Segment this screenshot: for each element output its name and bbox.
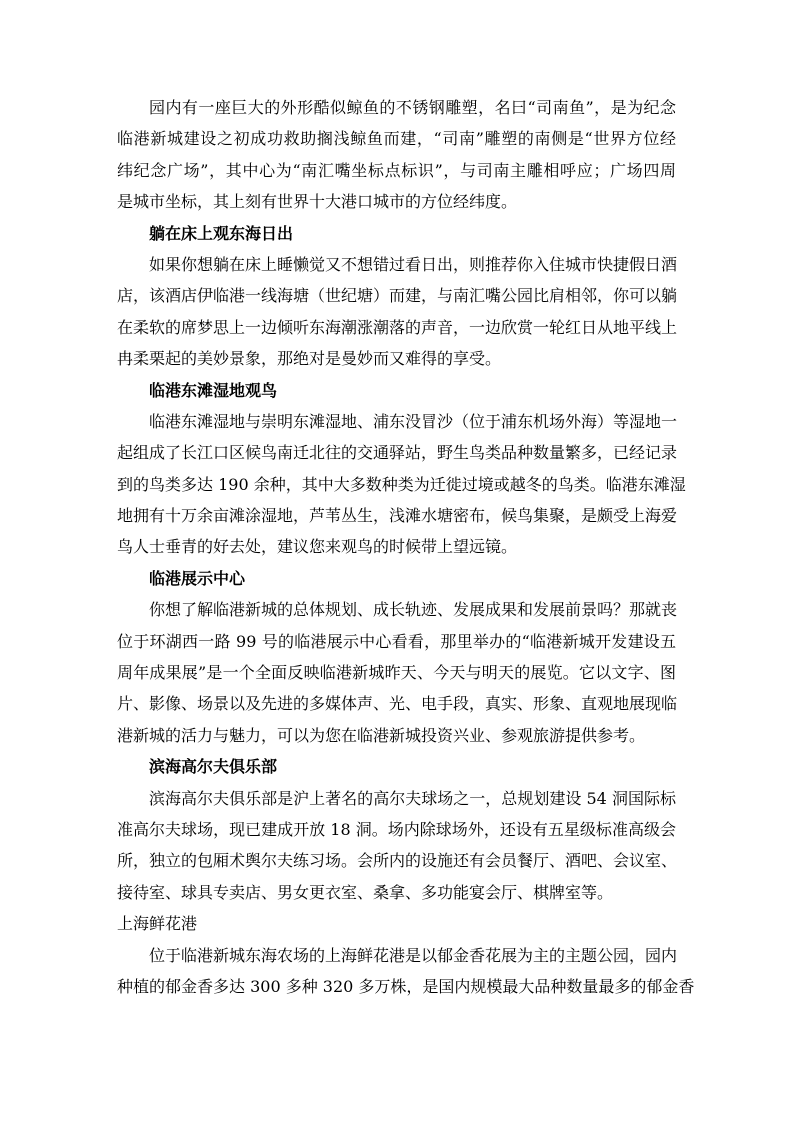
paragraph-exhibition-center	[117, 594, 676, 751]
text-line: 港新城的活力与魅力，可以为您在临港新城投资兴业、参观旅游提供参考。	[117, 725, 646, 745]
paragraph-golf-club	[117, 783, 676, 909]
text-line: 冉柔栗起的美妙景象，那绝对是曼妙而又难得的享受。	[117, 349, 502, 369]
section-heading-golf-club: 滨海高尔夫俱乐部	[149, 757, 278, 777]
text-line: 在柔软的席梦思上一边倾听东海潮涨潮落的声音，一边欣赏一轮红日从地平线上	[117, 317, 678, 337]
text-line: 地拥有十万余亩滩涂湿地，芦苇丛生，浅滩水塘密布，候鸟集聚，是颇受上海爱	[117, 506, 678, 526]
text-line: 位于环湖西一路 99 号的临港展示中心看看，那里举办的“临港新城开发建设五	[117, 631, 676, 651]
text-line: 准高尔夫球场，现已建成开放 18 洞。场内除球场外，还设有五星级标准高级会	[117, 819, 676, 839]
text-line: 园内有一座巨大的外形酷似鲸鱼的不锈钢雕塑，名曰“司南鱼”，是为纪念	[149, 98, 676, 117]
section-heading-birdwatching: 临港东滩湿地观鸟	[149, 380, 278, 400]
text-line: 店，该酒店伊临港一线海塘（世纪塘）而建，与南汇嘴公园比肩相邻，你可以躺	[117, 286, 678, 306]
text-line: 是城市坐标，其上刻有世界十大港口城市的方位经纬度。	[117, 192, 518, 212]
text-line: 周年成果展”是一个全面反映临港新城昨天、今天与明天的展览。它以文字、图	[117, 663, 676, 683]
text-line: 鸟人士垂青的好去处，建议您来观鸟的时候带上望远镜。	[117, 537, 518, 557]
text-line: 如果你想躺在床上睡懒觉又不想错过看日出，则推荐你入住城市快捷假日酒	[149, 254, 678, 274]
text-line: 片、影像、场景以及先进的多媒体声、光、电手段，真实、形象、直观地展现临	[117, 694, 678, 714]
text-line: 到的鸟类多达 190 余种，其中大多数种类为迁徙过境或越冬的鸟类。临港东滩湿	[117, 474, 686, 494]
section-heading-flower-port: 上海鲜花港	[117, 914, 198, 934]
text-line: 起组成了长江口区候鸟南迁北往的交通驿站，野生鸟类品种数量繁多，已经记录	[117, 443, 678, 463]
text-line: 纬纪念广场”，其中心为“南汇嘴坐标点标识”，与司南主雕相呼应；广场四周	[117, 160, 676, 180]
paragraph-birdwatching	[117, 406, 686, 563]
section-heading-sunrise: 躺在床上观东海日出	[149, 223, 294, 243]
text-line: 你想了解临港新城的总体规划、成长轨迹、发展成果和发展前景吗？那就丧	[149, 600, 678, 620]
text-line: 临港东滩湿地与崇明东滩湿地、浦东没冒沙（位于浦东机场外海）等湿地一	[149, 411, 678, 431]
text-line: 种植的郁金香多达 300 多种 320 多万株，是国内规模最大品种数量最多的郁金香	[117, 976, 695, 996]
text-line: 所，独立的包厢术舆尔夫练习场。会所内的设施还有会员餐厅、酒吧、会议室、	[117, 851, 678, 871]
text-line: 接待室、球具专卖店、男女更衣室、桑拿、多功能宴会厅、棋牌室等。	[117, 882, 614, 902]
paragraph-sunrise	[117, 249, 676, 375]
paragraph-sinan-fish	[117, 92, 676, 218]
text-line: 位于临港新城东海农场的上海鲜花港是以郁金香花展为主的主题公园，园内	[149, 945, 678, 965]
text-line: 滨海高尔夫俱乐部是沪上著名的高尔夫球场之一，总规划建设 54 洞国际标	[149, 788, 676, 808]
paragraph-flower-port	[117, 940, 695, 1003]
text-line: 临港新城建设之初成功救助搁浅鲸鱼而建，“司南”雕塑的南侧是“世界方位经	[117, 129, 676, 149]
document-body	[117, 92, 695, 1002]
section-heading-exhibition-center: 临港展示中心	[149, 568, 246, 588]
